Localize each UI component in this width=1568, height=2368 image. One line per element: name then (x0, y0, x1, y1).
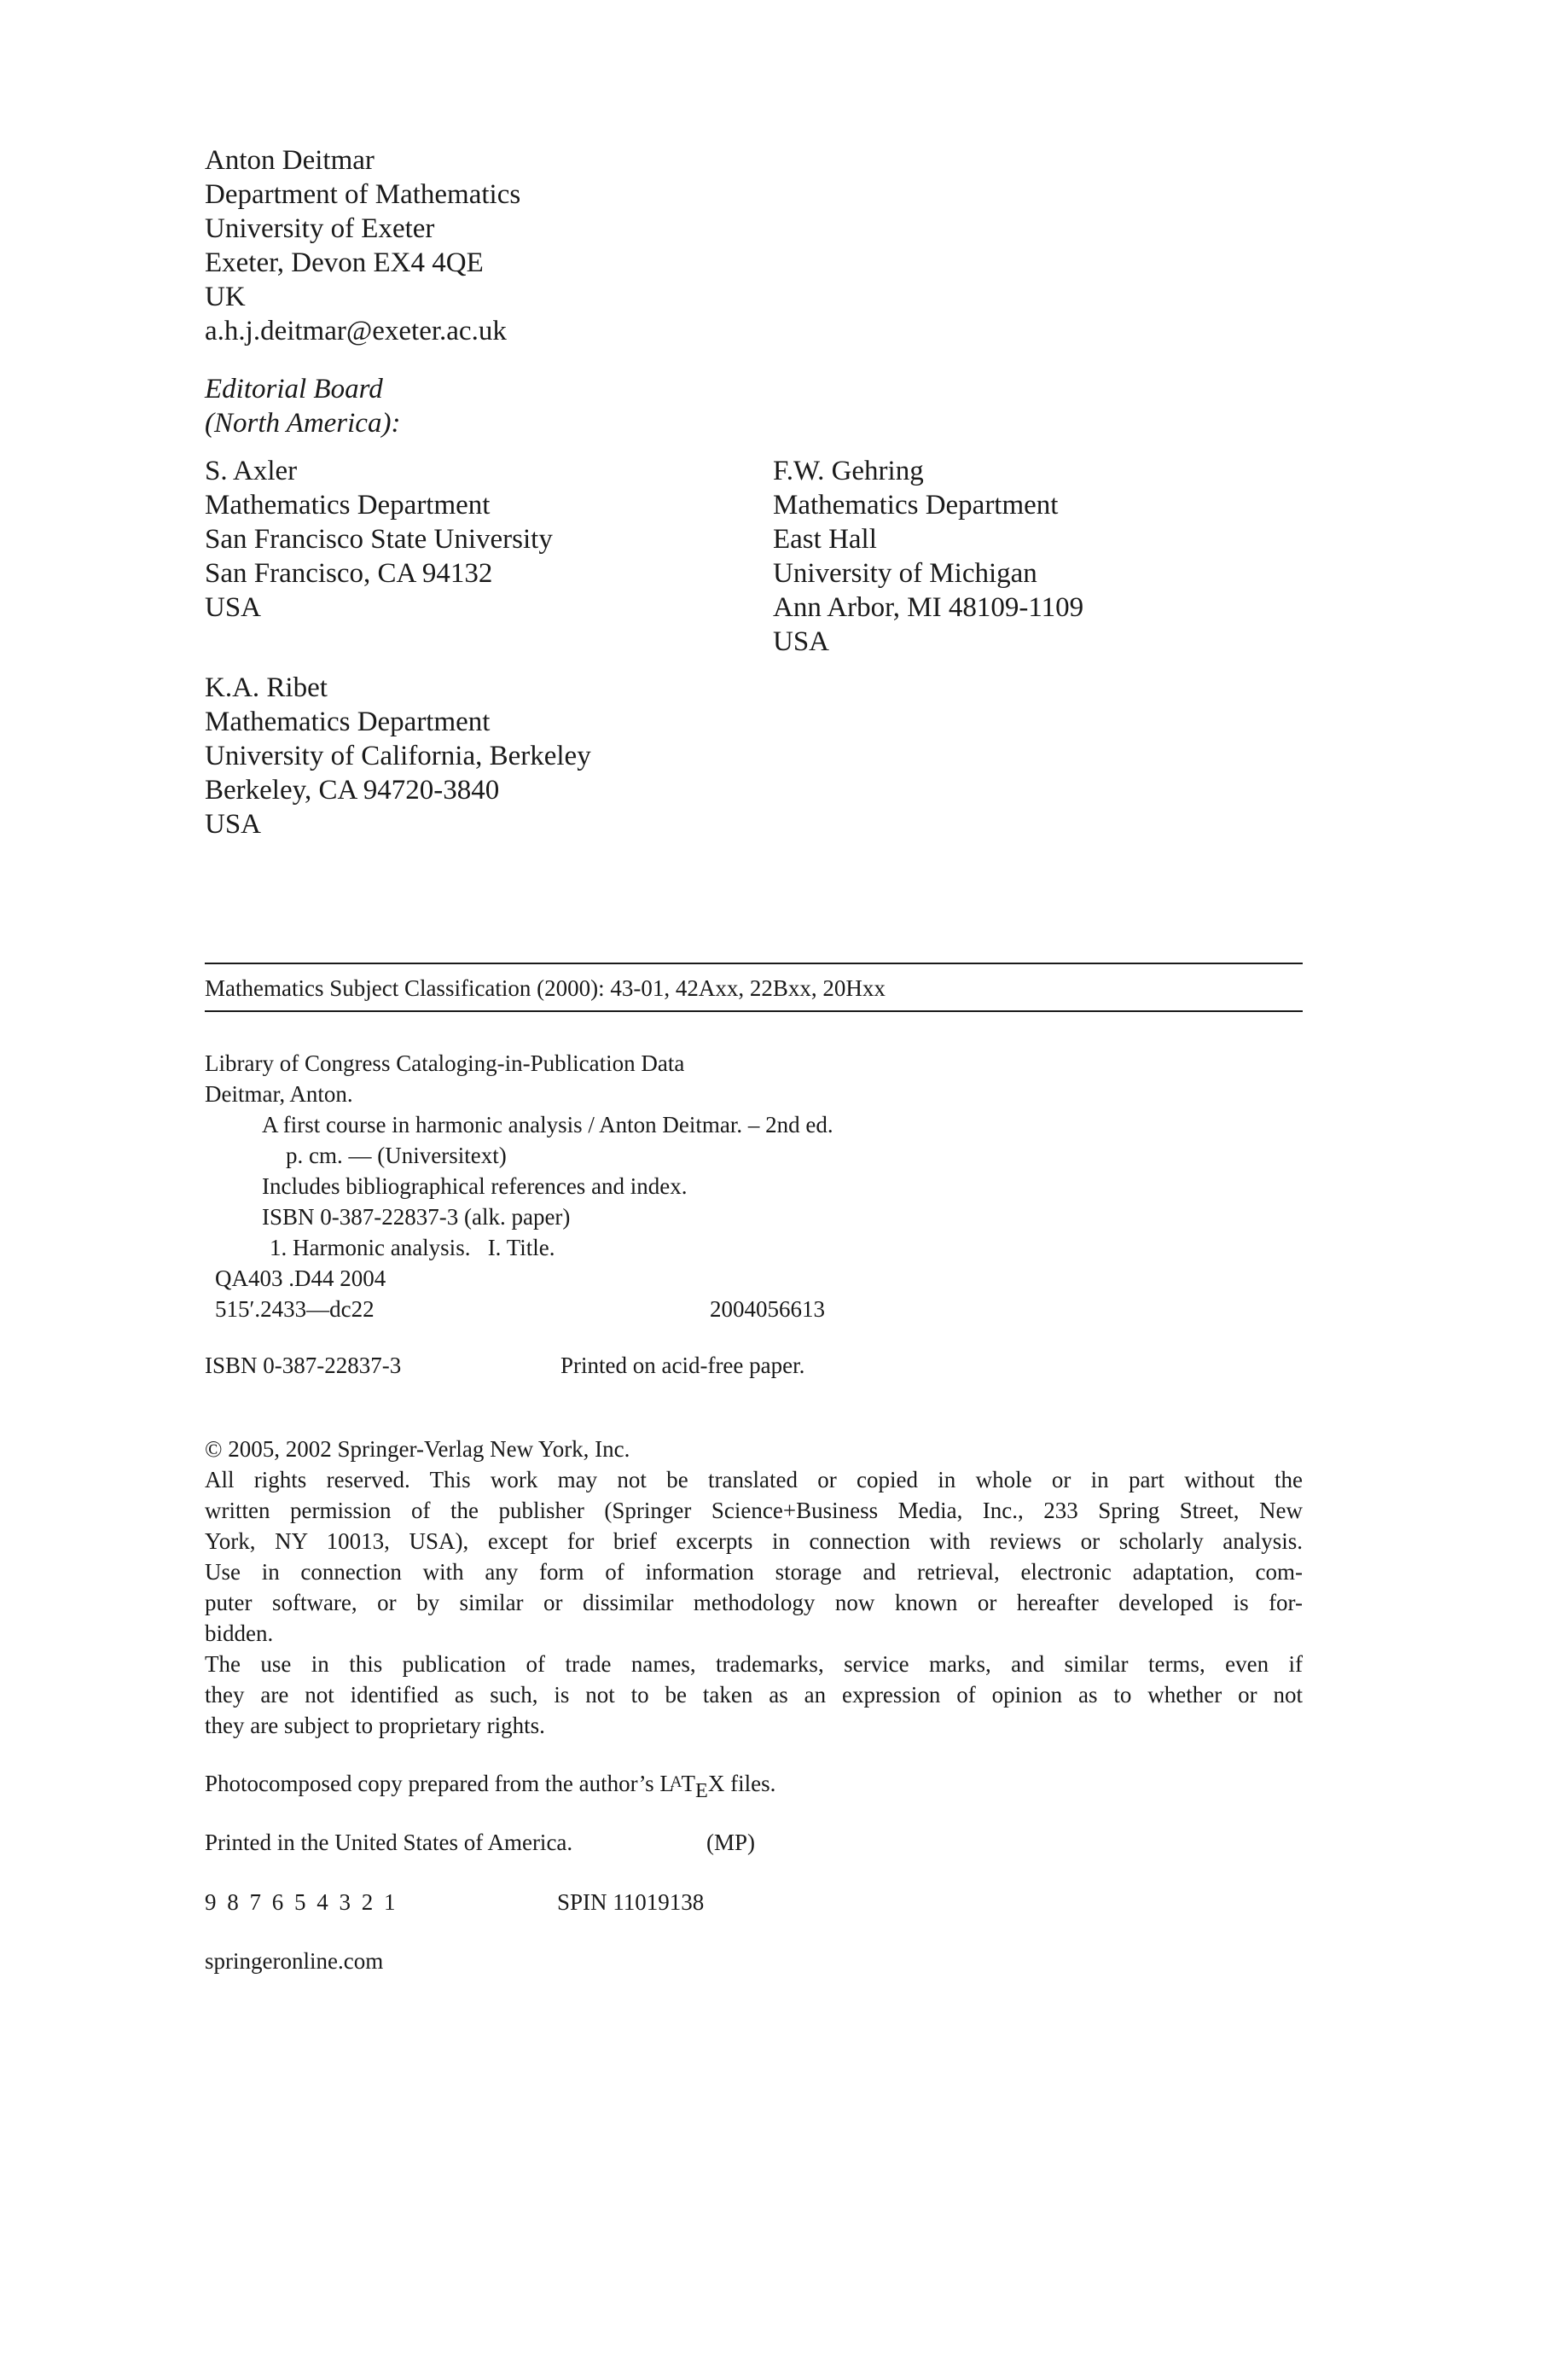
author-address (205, 143, 520, 348)
msc-bottom-rule (205, 1010, 1303, 1012)
publisher-website: springeronline.com (205, 1948, 384, 1974)
trademark-line-2: they are not identified as such, is not to be taken as an expression of opinion as to whether or not (205, 1682, 1303, 1708)
cip-pages: p. cm. — (Universitext) (286, 1143, 507, 1168)
trademark-line-1: The use in this publication of trade names, trademarks, service marks, and similar terms, even if (205, 1651, 1303, 1677)
rights-line-6: bidden. (205, 1620, 274, 1646)
cip-class-number: 515′.2433—dc22 (215, 1296, 375, 1322)
editor-ribet: K.A. Ribet Mathematics Department University of California, Berkeley Berkeley, CA 94720-3840 USA (205, 672, 591, 840)
editor-axler: S. Axler Mathematics Department San Francisco State University San Francisco, CA 94132 USA (205, 456, 553, 623)
printed-in-usa: Printed in the United States of America. (205, 1830, 573, 1855)
author-email: a.h.j.deitmar@exeter.ac.uk (205, 316, 507, 346)
cip-includes: Includes bibliographical references and index. (262, 1173, 688, 1199)
author-university: University of Exeter (205, 213, 435, 244)
msc-top-rule (205, 963, 1303, 964)
author-department: Department of Mathematics (205, 179, 521, 210)
rights-line-4: Use in connection with any form of information storage and retrieval, electronic adaptation, com- (205, 1559, 1303, 1585)
cip-lccn: 2004056613 (710, 1296, 825, 1322)
cip-title: A first course in harmonic analysis / Anton Deitmar. – 2nd ed. (262, 1112, 833, 1137)
rights-line-3: York, NY 10013, USA), except for brief excerpts in connection with reviews or scholarly analysis. (205, 1528, 1303, 1554)
rights-line-1: All rights reserved. This work may not be translated or copied in whole or in part without the (205, 1467, 1303, 1492)
printed-in-row (205, 1827, 1058, 1858)
rights-line-5: puter software, or by similar or dissimilar methodology now known or hereafter developed is for- (205, 1590, 1303, 1615)
trademark-line-3: they are subject to proprietary rights. (205, 1713, 545, 1738)
author-city: Exeter, Devon EX4 4QE (205, 247, 484, 278)
cip-subjects: 1. Harmonic analysis. I. Title. (270, 1235, 555, 1260)
acid-free-note: Printed on acid-free paper. (560, 1353, 805, 1378)
spin-number: SPIN 11019138 (557, 1889, 705, 1915)
editor-gehring: F.W. Gehring Mathematics Department East Hall University of Michigan Ann Arbor, MI 48109-1109 USA (773, 456, 1084, 657)
isbn-row (205, 1350, 1058, 1381)
photocomposed-note: Photocomposed copy prepared from the author’s LATEX files. (205, 1771, 776, 1802)
cip-header: Library of Congress Cataloging-in-Publication Data (205, 1050, 685, 1076)
msc-classification: Mathematics Subject Classification (2000): 43-01, 42Axx, 22Bxx, 20Hxx (205, 975, 886, 1001)
cip-class-row (205, 1294, 1303, 1324)
printing-row (205, 1887, 1058, 1917)
printer-code: (MP) (706, 1830, 756, 1855)
printing-numbers: 9 8 7 6 5 4 3 2 1 (205, 1889, 396, 1915)
cip-data (205, 1048, 1303, 1324)
editorial-board-heading: Editorial Board (North America): (205, 374, 401, 439)
author-country: UK (205, 282, 246, 312)
rights-line-2: written permission of the publisher (Springer Science+Business Media, Inc., 233 Spring Street, New (205, 1498, 1303, 1523)
copyright-block (205, 1434, 1303, 1741)
author-name: Anton Deitmar (205, 145, 375, 176)
latex-logo: LATEX (659, 1771, 725, 1802)
cip-isbn: ISBN 0-387-22837-3 (alk. paper) (262, 1204, 571, 1230)
cip-author: Deitmar, Anton. (205, 1081, 353, 1107)
isbn-number: ISBN 0-387-22837-3 (205, 1353, 402, 1378)
copyright-notice: © 2005, 2002 Springer-Verlag New York, Inc. (205, 1436, 630, 1462)
cip-call-number: QA403 .D44 2004 (215, 1265, 386, 1291)
